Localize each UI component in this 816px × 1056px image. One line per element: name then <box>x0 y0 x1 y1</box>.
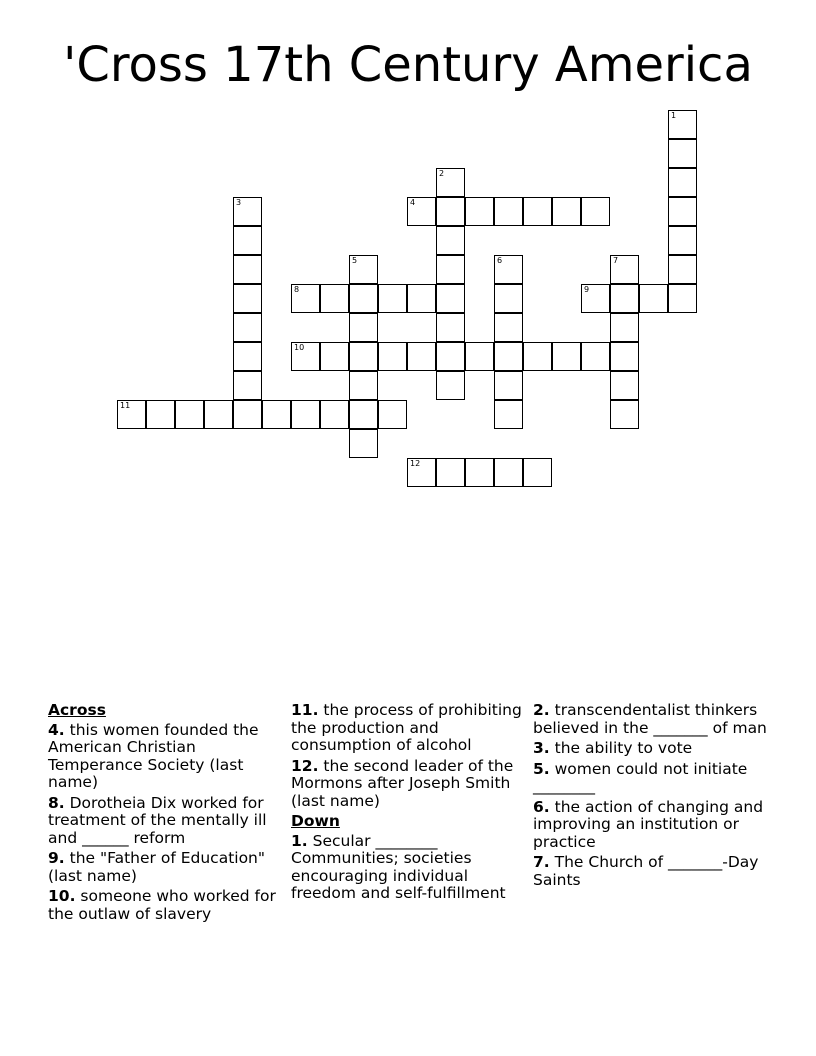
clues-column-3 <box>533 702 783 892</box>
crossword-grid <box>0 0 816 520</box>
cell-number: 12 <box>410 459 421 468</box>
cell-number: 10 <box>294 343 305 352</box>
clue-number: 3. <box>533 739 550 757</box>
grid-cell[interactable] <box>552 197 581 226</box>
grid-cell[interactable] <box>668 139 697 168</box>
grid-cell[interactable] <box>407 458 436 487</box>
grid-cell[interactable] <box>465 342 494 371</box>
clue-text: the "Father of Education" (last name) <box>48 849 266 885</box>
clue-number: 7. <box>533 853 550 871</box>
grid-cell[interactable] <box>668 255 697 284</box>
grid-cell[interactable] <box>320 342 349 371</box>
clue-down-3 <box>533 740 783 758</box>
grid-cell[interactable] <box>494 371 523 400</box>
grid-cell[interactable] <box>668 110 697 139</box>
grid-cell[interactable] <box>233 284 262 313</box>
cell-number: 4 <box>410 198 416 207</box>
clue-down-6 <box>533 799 783 852</box>
grid-cell[interactable] <box>233 342 262 371</box>
clues-column-2 <box>291 702 529 906</box>
grid-cell[interactable] <box>291 400 320 429</box>
clue-number: 5. <box>533 759 550 778</box>
clue-text: the action of changing and improving an institution or practice <box>533 797 764 851</box>
grid-cell[interactable] <box>494 313 523 342</box>
clue-text: someone who worked for the outlaw of slavery <box>48 887 276 923</box>
cell-number: 7 <box>613 256 619 265</box>
grid-cell[interactable] <box>610 342 639 371</box>
clue-across-9 <box>48 850 280 885</box>
clue-text: the process of prohibiting the production and consumption of alcohol <box>291 701 522 754</box>
cell-number: 8 <box>294 285 300 294</box>
cell-number: 9 <box>584 285 590 294</box>
grid-cell[interactable] <box>407 197 436 226</box>
grid-cell[interactable] <box>349 429 378 458</box>
grid-cell[interactable] <box>494 342 523 371</box>
grid-cell[interactable] <box>436 168 465 197</box>
clue-text: Secular ________ Communities; societies encouraging individual freedom and self-fulfillment <box>291 831 506 902</box>
clue-number: 4. <box>48 720 65 739</box>
grid-cell[interactable] <box>581 342 610 371</box>
grid-cell[interactable] <box>610 284 639 313</box>
grid-cell[interactable] <box>349 342 378 371</box>
grid-cell[interactable] <box>146 400 175 429</box>
cell-number: 5 <box>352 256 358 265</box>
clue-text: the ability to vote <box>554 739 693 757</box>
grid-cell[interactable] <box>436 371 465 400</box>
down-heading: Down <box>291 812 340 830</box>
clue-across-8 <box>48 795 280 848</box>
grid-cell[interactable] <box>233 371 262 400</box>
grid-cell[interactable] <box>436 255 465 284</box>
clue-number: 10. <box>48 887 76 905</box>
clue-text: this women founded the American Christian Temperance Society (last name) <box>48 720 259 791</box>
grid-cell[interactable] <box>465 458 494 487</box>
clue-across-12 <box>291 758 529 811</box>
grid-cell[interactable] <box>233 226 262 255</box>
grid-cell[interactable] <box>436 458 465 487</box>
grid-cell[interactable] <box>436 226 465 255</box>
clue-text: Dorotheia Dix worked for treatment of the mentally ill and ______ reform <box>48 793 267 847</box>
grid-cell[interactable] <box>233 255 262 284</box>
grid-cell[interactable] <box>378 342 407 371</box>
clue-across-11 <box>291 702 529 755</box>
grid-cell[interactable] <box>668 168 697 197</box>
clue-down-1 <box>291 833 529 903</box>
grid-cell[interactable] <box>407 284 436 313</box>
grid-cell[interactable] <box>291 284 320 313</box>
clue-across-10 <box>48 888 280 923</box>
grid-cell[interactable] <box>117 400 146 429</box>
grid-cell[interactable] <box>291 342 320 371</box>
clue-number: 12. <box>291 756 319 775</box>
clue-text: the second leader of the Mormons after Joseph Smith (last name) <box>291 756 514 810</box>
grid-cell[interactable] <box>233 400 262 429</box>
puzzle-title: 'Cross 17th Century America <box>63 37 753 93</box>
grid-cell[interactable] <box>233 197 262 226</box>
grid-cell[interactable] <box>610 313 639 342</box>
grid-cell[interactable] <box>320 400 349 429</box>
grid-cell[interactable] <box>262 400 291 429</box>
cell-number: 1 <box>671 111 677 120</box>
grid-cell[interactable] <box>204 400 233 429</box>
grid-cell[interactable] <box>349 313 378 342</box>
clue-across-4 <box>48 722 280 792</box>
clue-down-2 <box>533 702 783 737</box>
grid-cell[interactable] <box>668 226 697 255</box>
clues-column-1 <box>48 702 280 926</box>
cell-number: 2 <box>439 169 445 178</box>
grid-cell[interactable] <box>610 400 639 429</box>
grid-cell[interactable] <box>610 255 639 284</box>
clue-number: 2. <box>533 701 550 719</box>
clue-number: 1. <box>291 831 308 850</box>
grid-cell[interactable] <box>668 284 697 313</box>
grid-cell[interactable] <box>494 197 523 226</box>
grid-cell[interactable] <box>436 284 465 313</box>
grid-cell[interactable] <box>494 458 523 487</box>
grid-cell[interactable] <box>552 342 581 371</box>
grid-cell[interactable] <box>494 400 523 429</box>
grid-cell[interactable] <box>436 313 465 342</box>
cell-number: 3 <box>236 198 242 207</box>
grid-cell[interactable] <box>610 371 639 400</box>
grid-cell[interactable] <box>668 197 697 226</box>
clue-text: The Church of _______-Day Saints <box>533 853 759 889</box>
clue-number: 6. <box>533 797 550 816</box>
grid-cell[interactable] <box>349 371 378 400</box>
grid-cell[interactable] <box>349 284 378 313</box>
grid-cell[interactable] <box>349 400 378 429</box>
across-heading: Across <box>48 701 106 719</box>
grid-cell[interactable] <box>639 284 668 313</box>
grid-cell[interactable] <box>320 284 349 313</box>
grid-cell[interactable] <box>523 342 552 371</box>
cell-number: 11 <box>120 401 131 410</box>
clue-down-5 <box>533 761 783 796</box>
grid-cell[interactable] <box>349 255 378 284</box>
grid-cell[interactable] <box>494 255 523 284</box>
clue-text: women could not initiate ________ <box>533 759 748 795</box>
clue-down-7 <box>533 854 783 889</box>
grid-cell[interactable] <box>436 342 465 371</box>
clue-number: 8. <box>48 793 65 812</box>
grid-cell[interactable] <box>175 400 204 429</box>
cell-number: 6 <box>497 256 503 265</box>
grid-cell[interactable] <box>436 197 465 226</box>
grid-cell[interactable] <box>494 284 523 313</box>
grid-cell[interactable] <box>465 197 494 226</box>
grid-cell[interactable] <box>581 284 610 313</box>
grid-cell[interactable] <box>378 284 407 313</box>
grid-cell[interactable] <box>233 313 262 342</box>
grid-cell[interactable] <box>581 197 610 226</box>
grid-cell[interactable] <box>378 400 407 429</box>
clue-text: transcendentalist thinkers believed in the _______ of man <box>533 701 767 737</box>
grid-cell[interactable] <box>407 342 436 371</box>
clue-number: 9. <box>48 849 65 867</box>
grid-cell[interactable] <box>523 458 552 487</box>
grid-cell[interactable] <box>523 197 552 226</box>
clue-number: 11. <box>291 701 319 719</box>
